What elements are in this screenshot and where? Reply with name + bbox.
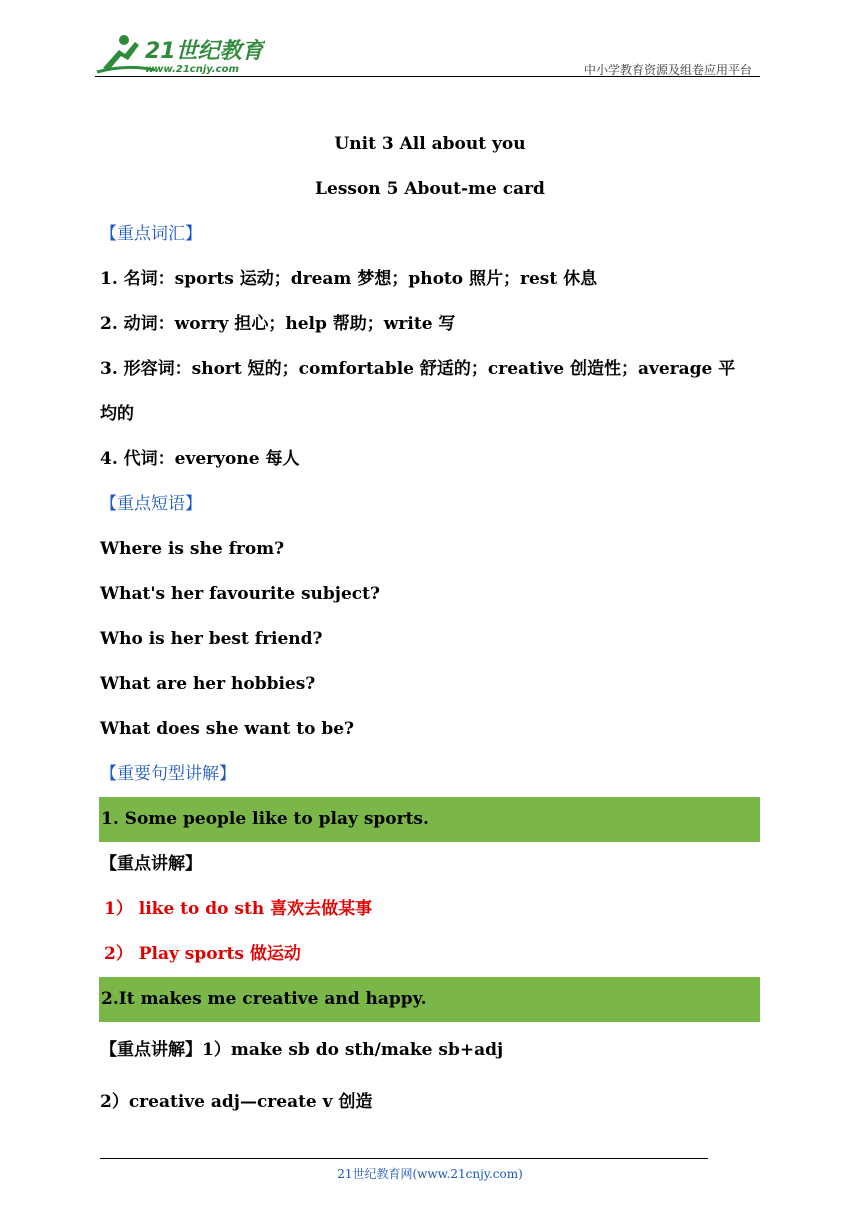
sentence-band-2 <box>99 977 760 1022</box>
doc-title: Unit 3 All about you <box>334 134 526 154</box>
vocab-line: 1. 名词：sports 运动；dream 梦想；photo 照片；rest 休息 <box>100 269 598 289</box>
sentence-band-1 <box>99 797 760 842</box>
21cnjy-logo <box>95 28 265 78</box>
explain-line-2b: 2）creative adj—create v 创造 <box>100 1092 373 1112</box>
header-divider <box>95 76 760 77</box>
vocab-heading: 【重点词汇】 <box>100 224 202 244</box>
sentence-heading: 【重要句型讲解】 <box>100 764 236 784</box>
phrase-line: What does she want to be? <box>100 719 354 739</box>
vocab-line: 4. 代词：everyone 每人 <box>100 449 300 469</box>
doc-subtitle: Lesson 5 About-me card <box>315 179 545 199</box>
vocab-line: 3. 形容词：short 短的；comfortable 舒适的；creative 创造性；average 平 <box>100 359 736 379</box>
explain-line-2a: 【重点讲解】1）make sb do sth/make sb+adj <box>100 1040 504 1060</box>
vocab-line: 2. 动词：worry 担心；help 帮助；write 写 <box>100 314 456 334</box>
sentence-1: 1. Some people like to play sports. <box>101 809 429 829</box>
phrase-line: What's her favourite subject? <box>100 584 380 604</box>
svg-text:www.21cnjy.com: www.21cnjy.com <box>145 64 239 75</box>
phrase-line: Where is she from? <box>100 539 285 559</box>
page-header <box>95 28 760 78</box>
footer-text: 21世纪教育网(www.21cnjy.com) <box>337 1167 523 1181</box>
explain-item: 1） like to do sth 喜欢去做某事 <box>104 899 373 919</box>
explain-item: 2） Play sports 做运动 <box>104 944 301 964</box>
phrase-line: Who is her best friend? <box>100 629 323 649</box>
footer-divider <box>100 1158 708 1159</box>
svg-text:21世纪教育: 21世纪教育 <box>145 39 264 64</box>
platform-name: 中小学教育资源及组卷应用平台 <box>583 63 752 77</box>
explain-heading-1: 【重点讲解】 <box>100 854 202 874</box>
sentence-2: 2.It makes me creative and happy. <box>101 989 427 1009</box>
phrase-heading: 【重点短语】 <box>100 494 202 514</box>
phrase-line: What are her hobbies? <box>100 674 316 694</box>
vocab-line: 均的 <box>100 404 134 424</box>
